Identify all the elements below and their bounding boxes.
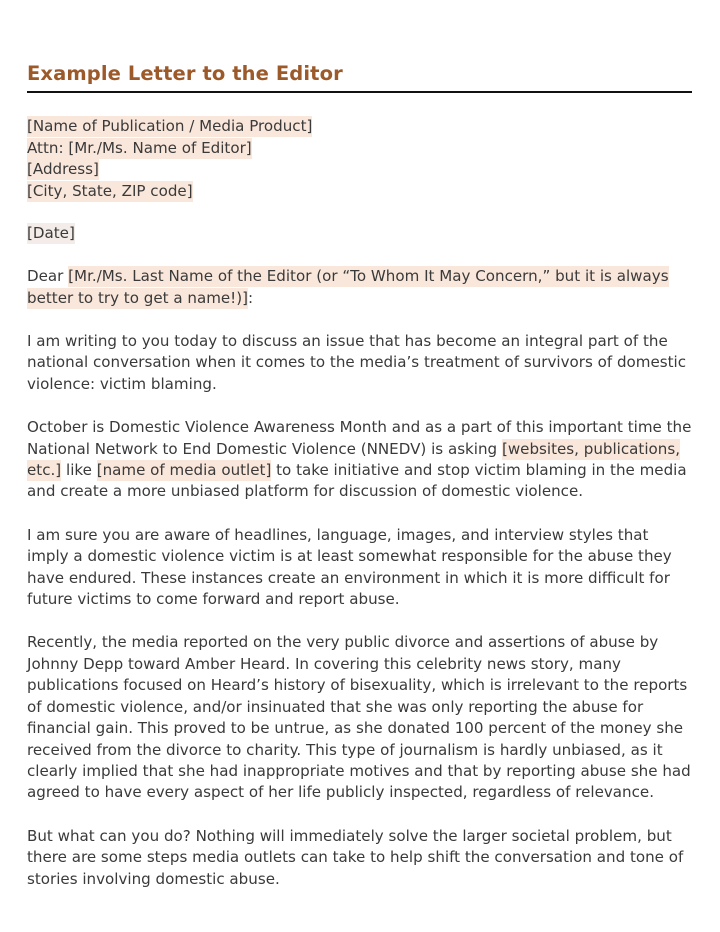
date-line: [27, 223, 692, 244]
paragraph-text: Recently, the media reported on the very public divorce and assertions of abuse by Johnny Depp toward Amber Heard. In covering this celebrity news story, many publications focused on Heard’s history of bisexuality, which is irrelevant to the reports of domestic violence, and/or insinuated that she was only reporting the abuse for financial gain. This proved to be untrue, as she donated 100 percent of the money she received from the divorce to charity. This type of journalism is hardly unbiased, as it clearly implied that she had inappropriate motives and that by reporting abuse she had agreed to have every aspect of her life publicly inspected, regardless of relevance.: [27, 633, 691, 802]
salutation-placeholder: [Mr./Ms. Last Name of the Editor (or “To Whom It May Concern,” but it is always better to try to get a name!)]: [27, 267, 669, 307]
recipient-publication-placeholder: [Name of Publication / Media Product]: [27, 117, 313, 136]
date-placeholder: [Date]: [27, 224, 75, 243]
paragraph-text: I am writing to you today to discuss an issue that has become an integral part of the national conversation when it comes to the media’s treatment of survivors of domestic violence: victim blaming.: [27, 332, 687, 393]
media-type-placeholder: [websites, publications, etc.]: [27, 439, 680, 480]
recipient-city-state-zip-placeholder: [City, State, ZIP code]: [27, 181, 193, 200]
paragraph-text: to take initiative and stop victim blaming in the media and create a more unbiased platform for discussion of domestic violence.: [27, 461, 687, 501]
salutation-colon: :: [248, 288, 254, 307]
paragraph-text: But what can you do? Nothing will immediately solve the larger societal problem, but there are some steps media outlets can take to help shift the conversation and tone of stories involving domestic abuse.: [27, 826, 684, 888]
recipient-address-placeholder: [Address]: [27, 160, 99, 179]
body-paragraph-depp-heard: [27, 632, 692, 803]
recipient-attn-placeholder: Attn: [Mr./Ms. Name of Editor]: [27, 138, 252, 157]
recipient-address-block: [27, 116, 692, 202]
body-paragraph-intro: [27, 331, 692, 395]
media-outlet-placeholder: [name of media outlet]: [96, 461, 272, 480]
body-paragraph-what-can-you-do: [27, 826, 692, 890]
salutation-line: [27, 266, 687, 309]
title-divider: [27, 91, 692, 93]
paragraph-text: I am sure you are aware of headlines, language, images, and interview styles that imply a domestic violence victim is at least somewhat responsible for the abuse they have endured. These instances create an environment in which it is more difficult for future victims to come forward and report abuse.: [27, 525, 672, 609]
paragraph-text: like: [61, 461, 97, 480]
page-title: Example Letter to the Editor: [27, 62, 343, 85]
paragraph-text: October is Domestic Violence Awareness Month and as a part of this important time the National Network to End Domestic Violence (NNEDV) is asking: [27, 418, 692, 458]
recipient-line: [27, 181, 692, 202]
body-paragraph-headlines: [27, 525, 692, 611]
salutation-greeting: Dear: [27, 267, 69, 286]
recipient-line: [27, 116, 692, 137]
recipient-line: [27, 159, 692, 180]
recipient-line: [27, 138, 692, 159]
body-paragraph-awareness-month: [27, 417, 692, 503]
